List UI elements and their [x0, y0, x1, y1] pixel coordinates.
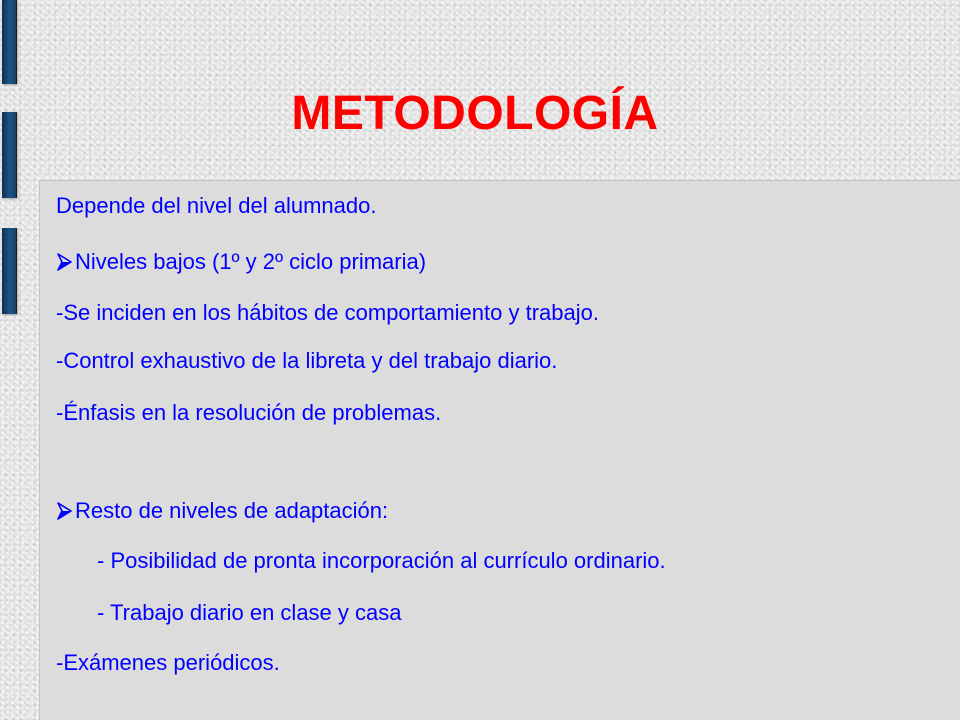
decorative-side-bar — [2, 0, 17, 84]
bullet-item-label: Niveles bajos (1º y 2º ciclo primaria) — [75, 249, 427, 274]
decorative-side-bar — [2, 228, 17, 314]
intro-text: Depende del nivel del alumnado. — [56, 193, 377, 218]
arrow-bullet-icon — [56, 501, 73, 521]
list-item: -Exámenes periódicos. — [56, 650, 280, 675]
slide-title: METODOLOGÍA — [291, 87, 659, 140]
bullet-item-niveles-bajos — [56, 249, 426, 275]
list-item: -Control exhaustivo de la libreta y del trabajo diario. — [56, 348, 558, 373]
bullet-item-resto-niveles — [56, 498, 388, 524]
list-item: - Trabajo diario en clase y casa — [97, 600, 402, 625]
arrow-bullet-icon — [56, 252, 73, 272]
list-item: - Posibilidad de pronta incorporación al currículo ordinario. — [97, 548, 666, 573]
list-item: -Énfasis en la resolución de problemas. — [56, 400, 442, 425]
bullet-item-label: Resto de niveles de adaptación: — [75, 498, 389, 523]
list-item: -Se inciden en los hábitos de comportamiento y trabajo. — [56, 300, 599, 325]
